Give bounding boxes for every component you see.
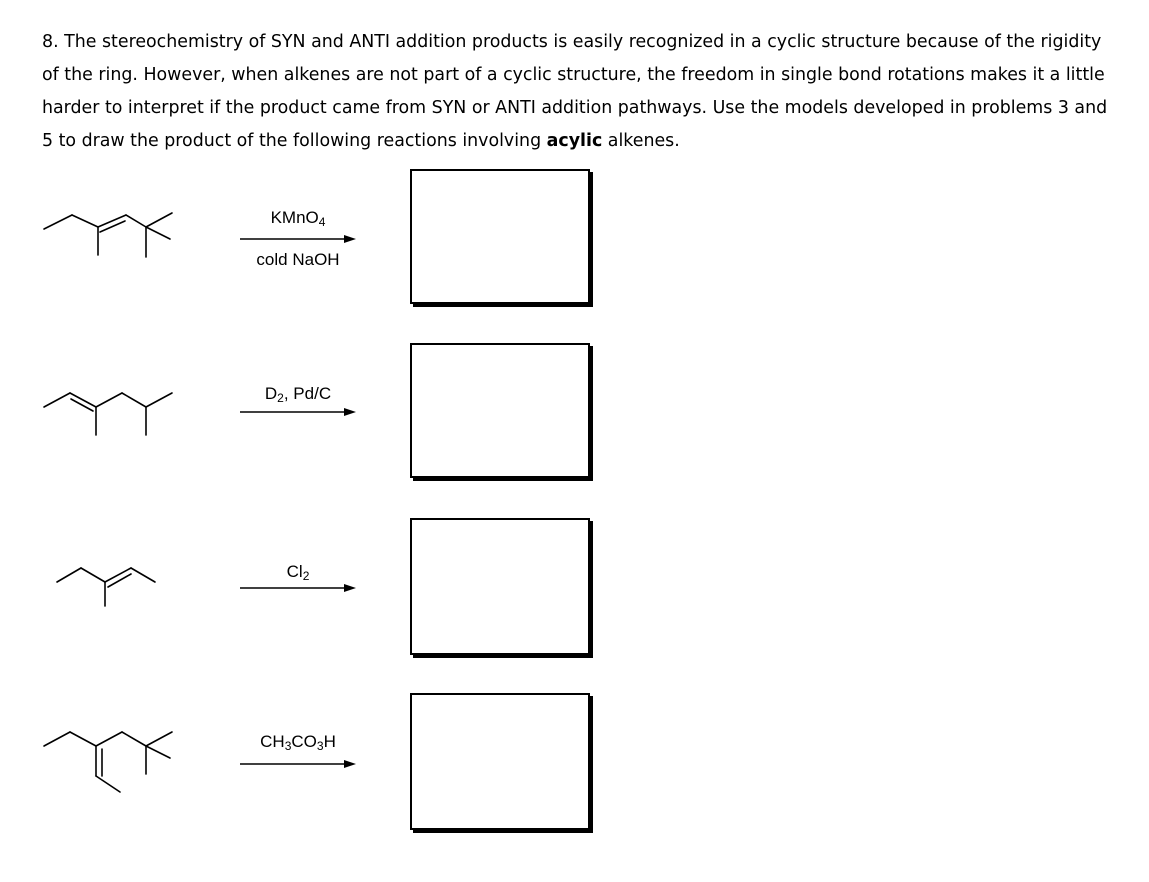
reaction-4-arrow: [238, 757, 358, 771]
substrate-3-structure: [55, 560, 165, 610]
question-number: 8.: [42, 32, 59, 52]
answer-box-1[interactable]: [410, 169, 590, 304]
reaction-1-reagent-bottom: cold NaOH: [256, 250, 340, 269]
substrate-2-structure: [40, 385, 180, 445]
substrate-4-structure: [40, 728, 180, 798]
question-ending: alkenes.: [602, 131, 680, 151]
question-body: The stereochemistry of SYN and ANTI addition products is easily recognized in a cyclic structure because of the rigidity of the ring. However, when alkenes are not part of a cyclic structure, the freedom in single bond rotations makes it a little harder to interpret if the product came from SYN or ANTI addition pathways. Use the models developed in problems 3 and 5 to draw the product of the following reactions involving: [42, 32, 1108, 151]
reaction-3-arrow: [238, 581, 358, 595]
question-bold-word: acylic: [546, 131, 603, 151]
substrate-1-structure: [40, 205, 180, 265]
answer-box-3[interactable]: [410, 518, 590, 655]
reaction-2-arrow: [238, 405, 358, 419]
reaction-3-reagent-top: $Cl_2$: [286, 562, 310, 583]
reaction-4-reagent-top: $CH_3CO_3H$: [260, 732, 336, 753]
answer-box-4[interactable]: [410, 693, 590, 830]
question-text: [42, 26, 1122, 158]
reaction-2-reagent-top: $D_2$, Pd/C: [264, 384, 332, 405]
reaction-1-arrow: [238, 232, 358, 246]
answer-box-2[interactable]: [410, 343, 590, 478]
reaction-1-reagent-top: KMnO$_4$: [270, 208, 326, 229]
